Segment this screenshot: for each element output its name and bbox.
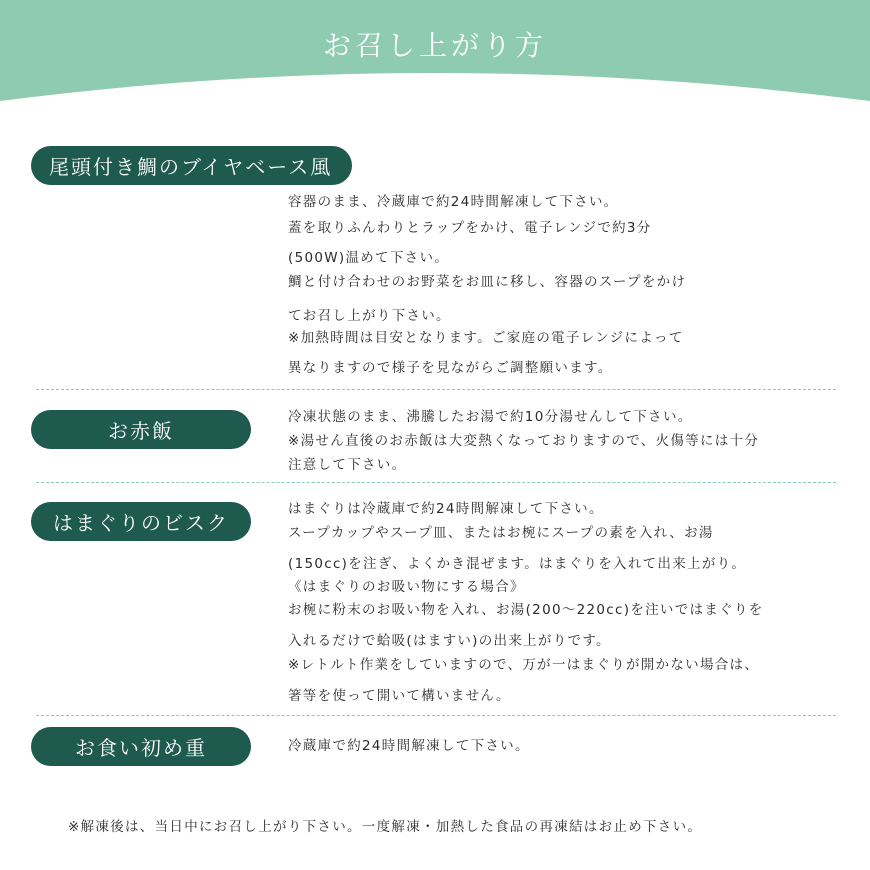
section-label-bisque: はまぐりのビスク (31, 502, 251, 541)
section-divider (36, 389, 836, 390)
instruction-line: 《はまぐりのお吸い物にする場合》 (288, 579, 525, 595)
instruction-line: 蓋を取りふんわりとラップをかけ、電子レンジで約3分 (288, 220, 652, 236)
instruction-line: 箸等を使って開いて構いません。 (288, 688, 511, 704)
section-label-bouillabaisse: 尾頭付き鯛のブイヤベース風 (31, 146, 352, 185)
instruction-line: お椀に粉末のお吸い物を入れ、お湯(200〜220cc)を注いではまぐりを (288, 602, 764, 618)
instruction-line: 鯛と付け合わせのお野菜をお皿に移し、容器のスープをかけ (288, 274, 687, 290)
instruction-line: ※湯せん直後のお赤飯は大変熱くなっておりますので、火傷等には十分 (288, 433, 760, 449)
instruction-line: スープカップやスープ皿、またはお椀にスープの素を入れ、お湯 (288, 525, 714, 541)
instruction-line: 容器のまま、冷蔵庫で約24時間解凍して下さい。 (288, 194, 619, 210)
instruction-line: 冷凍状態のまま、沸騰したお湯で約10分湯せんして下さい。 (288, 409, 693, 425)
instruction-line: 冷蔵庫で約24時間解凍して下さい。 (288, 738, 530, 754)
section-divider (36, 482, 836, 483)
instruction-line: ※レトルト作業をしていますので、万が一はまぐりが開かない場合は、 (288, 657, 760, 673)
section-divider (36, 715, 836, 716)
instruction-line: はまぐりは冷蔵庫で約24時間解凍して下さい。 (288, 501, 604, 517)
instruction-line: (150cc)を注ぎ、よくかき混ぜます。はまぐりを入れて出来上がり。 (288, 556, 747, 572)
instruction-line: (500W)温めて下さい。 (288, 250, 450, 266)
instruction-line: 入れるだけで蛤吸(はますい)の出来上がりです。 (288, 633, 611, 649)
footer-note: ※解凍後は、当日中にお召し上がり下さい。一度解凍・加熱した食品の再凍結はお止め下さい。 (68, 819, 703, 835)
page-title: お召し上がり方 (322, 29, 547, 62)
instruction-line: 異なりますので様子を見ながらご調整願います。 (288, 360, 613, 376)
instruction-line: ※加熱時間は目安となります。ご家庭の電子レンジによって (288, 330, 684, 346)
section-label-okuizome: お食い初め重 (31, 727, 251, 766)
instruction-line: 注意して下さい。 (288, 457, 407, 473)
instruction-line: てお召し上がり下さい。 (288, 308, 451, 324)
section-label-sekihan: お赤飯 (31, 410, 251, 449)
